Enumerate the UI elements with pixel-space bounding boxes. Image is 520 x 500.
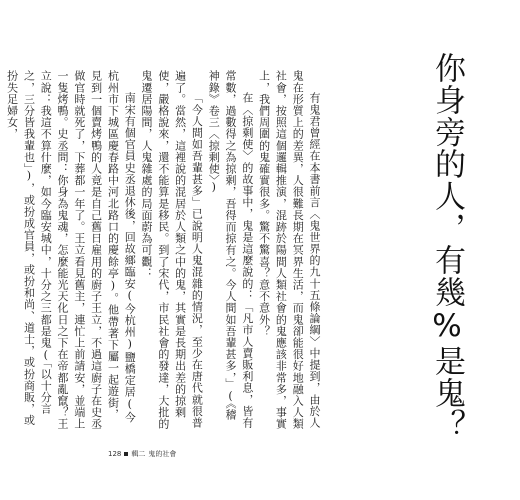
page-footer <box>108 450 176 458</box>
square-bullet-icon <box>124 452 128 456</box>
chapter-title: 你身旁的人，有幾%是鬼？ <box>429 52 465 441</box>
paragraph: 有鬼君曾經在本書前言〈鬼世界的九十五條論綱〉中提到，由於人鬼在形質上的差異，人很難長期在冥界生活，而鬼卻能很好地融入人類社會，按照這個邏輯推演，混跡於陽間人類社會的鬼應該非常多，事實上，我們周圍的鬼確實很多。驚不驚喜？意不意外？ <box>257 70 321 430</box>
part-label: 輯二 <box>131 450 146 458</box>
page-number: 128 <box>108 450 122 458</box>
paragraph: 「今人間如吾輩甚多」已說明人鬼混雜的情況，至少在唐代就很普遍了。當然，這裡說的混居於人類之中的鬼，其實是長期出差的掠剩使，嚴格說來，還不能算是移民。到了宋代，市民社會的發達，大批的鬼遷居陽間，人鬼雜處的局面蔚為可觀： <box>140 70 204 430</box>
body-text <box>5 70 322 430</box>
section-label: 鬼的社會 <box>148 450 177 458</box>
paragraph: 在〈掠剩使〉的故事中，鬼是這麼說的：「凡市人賣販利息，皆有常數，過數得之為掠剩，吾得而掠有之。今人間如吾輩甚多，」(《稽神錄》卷三〈掠剩使〉) <box>207 70 254 429</box>
paragraph: 南宋有個官員史丞退休後，回故鄉臨安(今杭州)鹽橋定居(今杭州市下城區慶春路中河北路口的慶餘亭)。他帶著下屬一起遊街，見到一個賣烤鴨的人竟是自己舊日雇用的廚子王立，不過這廚子在史丞做官時就死了，下葬都一年了。王立看見舊主，連忙上前請安，並端上一隻烤鴨。史丞問：你身為鬼魂，怎麼能光天化日之下在帝都亂竄？王立說：我這不算什麼，如今臨安城中，十分之三都是鬼(「以十分言之，三分皆我輩也」)，或扮成官員，或扮和尚、道士，或扮商販，或扮失足婦女， <box>5 70 137 430</box>
